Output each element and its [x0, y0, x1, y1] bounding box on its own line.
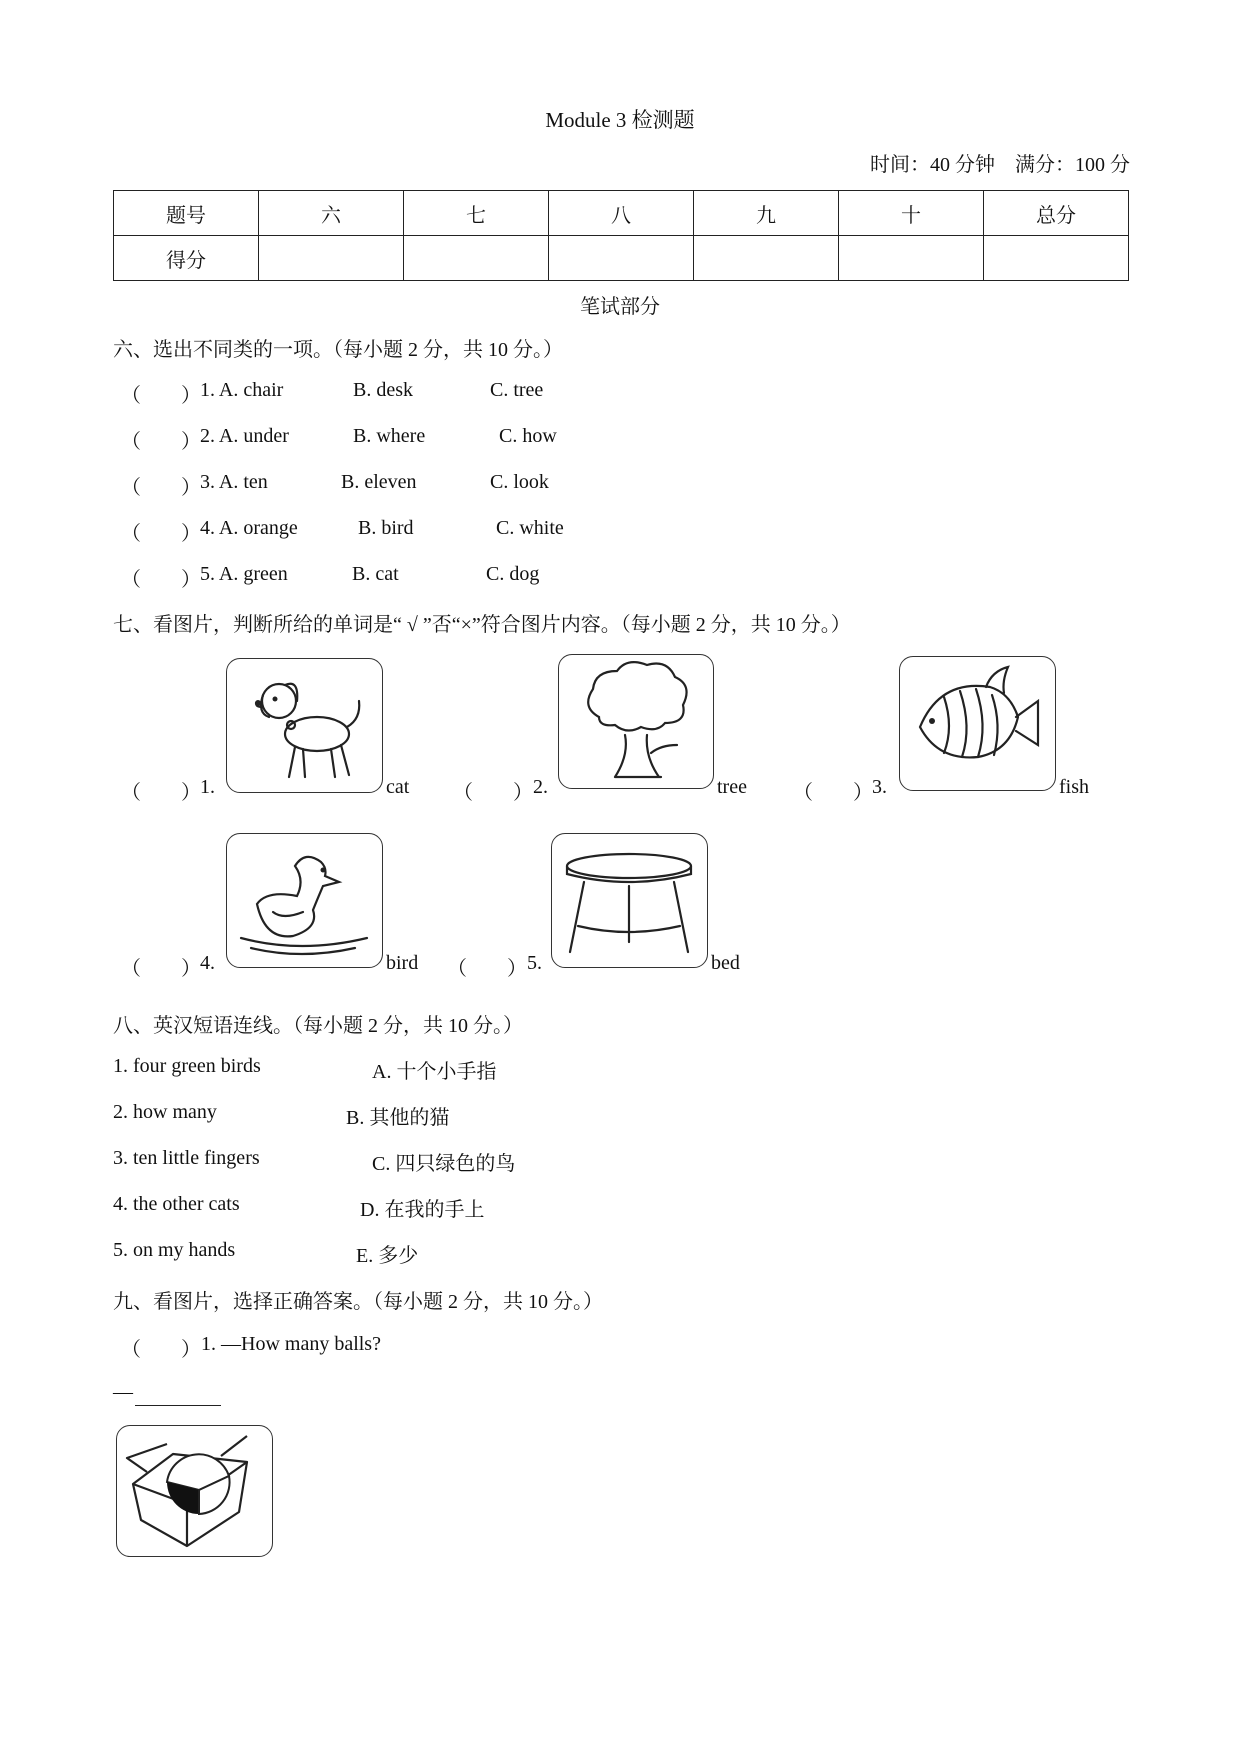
section6-heading: 六、选出不同类的一项。（每小题 2 分，共 10 分。）	[113, 339, 563, 361]
section7-paren-2[interactable]: （ ）	[453, 782, 533, 804]
section9-paren-1[interactable]: （ ）	[121, 1339, 201, 1361]
section6-option-a-2: 2. A. under	[200, 425, 289, 447]
section7-word-4: bird	[386, 952, 419, 974]
table-icon	[552, 834, 707, 967]
table-cell: 题号	[114, 191, 259, 236]
section7-number-5: 5.	[527, 952, 542, 974]
table-picture	[551, 833, 708, 968]
table-cell: 七	[404, 191, 549, 236]
table-cell: 六	[259, 191, 404, 236]
fish-icon	[900, 657, 1055, 790]
match-english-4[interactable]: 4. the other cats	[113, 1193, 240, 1215]
section6-paren-4[interactable]: （ ）	[121, 523, 201, 545]
section6-option-b-1: B. desk	[353, 379, 413, 401]
section6-option-a-3: 3. A. ten	[200, 471, 268, 493]
score-input-cell[interactable]	[984, 236, 1129, 281]
answer-blank[interactable]	[135, 1405, 221, 1406]
section7-paren-5[interactable]: （ ）	[447, 958, 527, 980]
score-table	[113, 190, 1129, 281]
section7-paren-4[interactable]: （ ）	[121, 958, 201, 980]
section7-word-3: fish	[1059, 776, 1089, 798]
section6-paren-1[interactable]: （ ）	[121, 385, 201, 407]
dog-icon	[227, 659, 382, 792]
score-input-cell[interactable]	[404, 236, 549, 281]
section7-number-4: 4.	[200, 952, 215, 974]
match-chinese-5[interactable]: E. 多少	[356, 1245, 419, 1267]
section7-heading: 七、看图片，判断所给的单词是“ √ ”否“×”符合图片内容。（每小题 2 分，共 10 分。）	[113, 614, 851, 636]
score-table-score-row	[114, 236, 1129, 281]
section6-option-a-1: 1. A. chair	[200, 379, 284, 401]
match-english-3[interactable]: 3. ten little fingers	[113, 1147, 260, 1169]
table-cell: 十	[839, 191, 984, 236]
match-chinese-2[interactable]: B. 其他的猫	[346, 1107, 450, 1129]
section9-heading: 九、看图片，选择正确答案。（每小题 2 分，共 10 分。）	[113, 1291, 603, 1313]
section6-option-c-3: C. look	[490, 471, 549, 493]
score-input-cell[interactable]	[259, 236, 404, 281]
match-english-1[interactable]: 1. four green birds	[113, 1055, 261, 1077]
dog-picture	[226, 658, 383, 793]
match-english-5[interactable]: 5. on my hands	[113, 1239, 236, 1261]
section7-word-1: cat	[386, 776, 410, 798]
table-cell: 得分	[114, 236, 259, 281]
section7-paren-1[interactable]: （ ）	[121, 782, 201, 804]
match-chinese-3[interactable]: C. 四只绿色的鸟	[372, 1153, 516, 1175]
section9-question-1: 1. —How many balls?	[201, 1333, 381, 1355]
section6-option-c-2: C. how	[499, 425, 557, 447]
time-score-info: 时间：40 分钟 满分：100 分	[870, 154, 1130, 176]
score-input-cell[interactable]	[694, 236, 839, 281]
section6-paren-2[interactable]: （ ）	[121, 431, 201, 453]
answer-dash: —	[113, 1381, 133, 1403]
tree-picture	[558, 654, 714, 789]
section7-paren-3[interactable]: （ ）	[793, 782, 873, 804]
score-input-cell[interactable]	[839, 236, 984, 281]
section6-option-c-5: C. dog	[486, 563, 540, 585]
section7-number-2: 2.	[533, 776, 548, 798]
section8-heading: 八、英汉短语连线。（每小题 2 分，共 10 分。）	[113, 1015, 523, 1037]
section6-option-c-1: C. tree	[490, 379, 544, 401]
score-input-cell[interactable]	[549, 236, 694, 281]
match-chinese-4[interactable]: D. 在我的手上	[360, 1199, 485, 1221]
match-english-2[interactable]: 2. how many	[113, 1101, 217, 1123]
match-chinese-1[interactable]: A. 十个小手指	[372, 1061, 497, 1083]
ball-box-icon	[117, 1426, 272, 1556]
section6-option-b-3: B. eleven	[341, 471, 417, 493]
section7-word-2: tree	[717, 776, 747, 798]
section6-paren-3[interactable]: （ ）	[121, 477, 201, 499]
fish-picture	[899, 656, 1056, 791]
score-table-header-row	[114, 191, 1129, 236]
table-cell: 九	[694, 191, 839, 236]
section7-number-1: 1.	[200, 776, 215, 798]
section6-option-b-2: B. where	[353, 425, 426, 447]
tree-icon	[559, 655, 713, 788]
section6-option-b-4: B. bird	[358, 517, 414, 539]
section7-number-3: 3.	[872, 776, 887, 798]
section7-word-5: bed	[711, 952, 740, 974]
section6-option-a-4: 4. A. orange	[200, 517, 298, 539]
table-cell: 总分	[984, 191, 1129, 236]
section6-option-a-5: 5. A. green	[200, 563, 288, 585]
page-title: Module 3 检测题	[545, 108, 695, 132]
duck-picture	[226, 833, 383, 968]
section6-paren-5[interactable]: （ ）	[121, 569, 201, 591]
table-cell: 八	[549, 191, 694, 236]
ball-box-picture	[116, 1425, 273, 1557]
section-label: 笔试部分	[580, 296, 660, 318]
section6-option-b-5: B. cat	[352, 563, 399, 585]
section6-option-c-4: C. white	[496, 517, 564, 539]
duck-icon	[227, 834, 382, 967]
